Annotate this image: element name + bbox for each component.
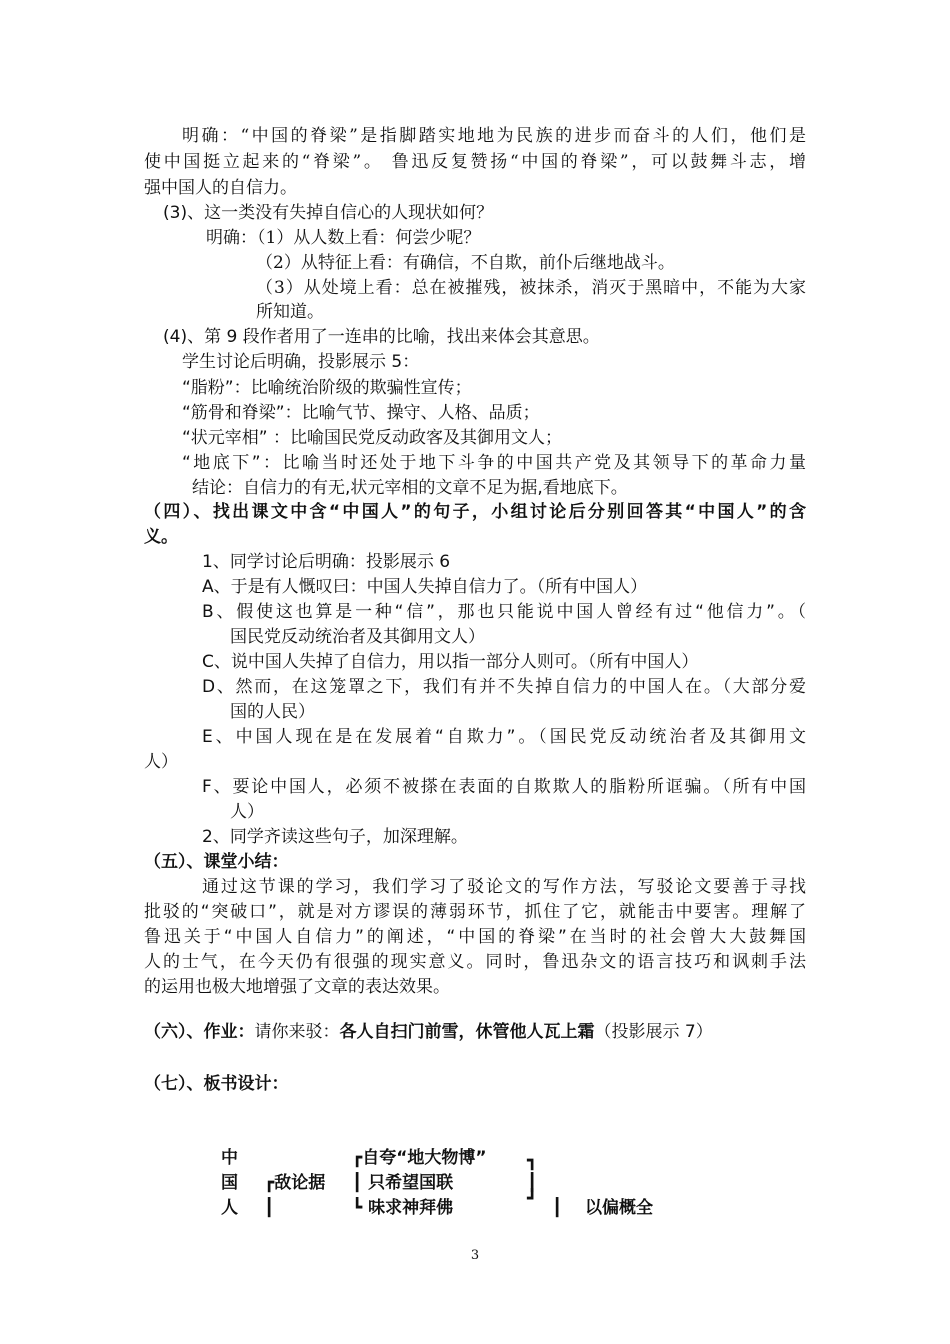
para1-line1: 明确：“中国的脊梁”是指脚踏实地地为民族的进步而奋斗的人们，他们是 xyxy=(182,126,806,146)
q4-metaphor-4: “地底下”：比喻当时还处于地下斗争的中国共产党及其领导下的革命力量 xyxy=(182,453,806,473)
board-bracket-close-bot: ┛ xyxy=(527,1189,538,1209)
summary-line1: 通过这节课的学习，我们学习了驳论文的写作方法，写驳论文要善于寻找 xyxy=(202,877,806,897)
board-char-guo: 国 xyxy=(221,1173,238,1193)
para1-line2: 使中国挺立起来的“脊梁”。 鲁迅反复赞扬“中国的脊梁”，可以鼓舞斗志，增 xyxy=(144,152,806,172)
summary-line5: 的运用也极大地增强了文章的表达效果。 xyxy=(144,977,450,997)
para1-line3: 强中国人的自信力。 xyxy=(144,178,297,198)
q3-answer-3: （3）从处境上看：总在被摧残，被抹杀，消灭于黑暗中，不能为大家 xyxy=(256,278,806,298)
sentence-f-line1: F、要论中国人，必须不被搽在表面的自欺欺人的脂粉所诓骗。（所有中国 xyxy=(202,777,806,797)
summary-line4: 人的士气，在今天仍有很强的现实意义。同时，鲁迅杂文的语言技巧和讽刺手法 xyxy=(144,952,806,972)
summary-line3: 鲁迅关于“中国人自信力”的阐述，“中国的脊梁”在当时的社会曾大大鼓舞国 xyxy=(144,927,806,947)
section-6-proverb: 各人自扫门前雪，休管他人瓦上霜 xyxy=(339,1022,595,1042)
board-char-zhong: 中 xyxy=(221,1148,238,1168)
board-item-3: ┗ 味求神拜佛 xyxy=(352,1198,454,1218)
board-char-ren: 人 xyxy=(221,1198,238,1218)
q3-answer-3b: 所知道。 xyxy=(256,302,324,322)
board-conclusion: 以偏概全 xyxy=(585,1198,653,1218)
board-bracket-close-top: ┓ xyxy=(527,1151,538,1171)
section-6-label: （六）、作业： xyxy=(144,1022,255,1042)
q3-question: (3)、这一类没有失掉自信心的人现状如何？ xyxy=(163,203,494,223)
board-bracket-close-mid: ┃ xyxy=(527,1173,538,1193)
sentence-a: A、于是有人慨叹曰：中国人失掉自信力了。（所有中国人） xyxy=(202,577,648,597)
sentence-f-line2: 人） xyxy=(230,802,264,822)
section-4-item-2: 2、同学齐读这些句子，加深理解。 xyxy=(202,827,468,847)
q4-conclusion: 结论：自信力的有无,状元宰相的文章不足为据,看地底下。 xyxy=(192,478,628,498)
section-6-line xyxy=(144,1020,713,1044)
q4-intro: 学生讨论后明确，投影展示 5： xyxy=(182,352,420,372)
page-number: 3 xyxy=(470,1248,480,1263)
sentence-c: C、说中国人失掉了自信力，用以指一部分人则可。（所有中国人） xyxy=(202,652,699,672)
board-bracket-left: ┃ xyxy=(264,1198,275,1218)
section-4-intro: 1、同学讨论后明确：投影展示 6 xyxy=(202,552,451,572)
sentence-b-line2: 国民党反动统治者及其御用文人） xyxy=(230,627,485,647)
q4-metaphor-3: “状元宰相” ：比喻国民党反动政客及其御用文人； xyxy=(182,428,563,448)
sentence-d-line2: 国的人民） xyxy=(230,702,315,722)
q3-answer-2: （2）从特征上看：有确信，不自欺，前仆后继地战斗。 xyxy=(256,253,675,273)
sentence-e-line1: E、中国人现在是在发展着“自欺力”。（国民党反动统治者及其御用文 xyxy=(202,727,806,747)
q4-question: (4)、第 9 段作者用了一连串的比喻，找出来体会其意思。 xyxy=(163,327,600,347)
board-bracket-right: ┃ xyxy=(552,1198,563,1218)
board-item-1: ┏自夸“地大物博” xyxy=(352,1148,487,1168)
board-evidence-label: ┏敌论据 xyxy=(264,1173,326,1193)
section-4-heading-line1: （四）、找出课文中含“中国人”的句子，小组讨论后分别回答其“中国人”的含 xyxy=(144,502,806,522)
sentence-d-line1: D、然而，在这笼罩之下，我们有并不失掉自信力的中国人在。（大部分爱 xyxy=(202,677,806,697)
q3-answer-1: 明确：（1）从人数上看：何尝少呢？ xyxy=(206,228,481,248)
section-6-tail: （投影展示 7） xyxy=(594,1022,713,1042)
section-4-heading-line2: 义。 xyxy=(144,527,178,547)
sentence-b-line1: B、假使这也算是一种“信”，那也只能说中国人曾经有过“他信力”。（ xyxy=(202,602,806,622)
board-item-2: ┃ 只希望国联 xyxy=(352,1173,454,1193)
section-6-text: 请你来驳： xyxy=(254,1022,340,1042)
q4-metaphor-2: “筋骨和脊梁”：比喻气节、操守、人格、品质； xyxy=(182,403,540,423)
section-7-heading: （七）、板书设计： xyxy=(144,1074,289,1094)
q4-metaphor-1: “脂粉”：比喻统治阶级的欺骗性宣传； xyxy=(182,378,472,398)
section-5-heading: （五）、课堂小结： xyxy=(144,852,289,872)
summary-line2: 批驳的“突破口”，就是对方谬误的薄弱环节，抓住了它，就能击中要害。理解了 xyxy=(144,902,806,922)
sentence-e-line2: 人） xyxy=(144,752,178,772)
